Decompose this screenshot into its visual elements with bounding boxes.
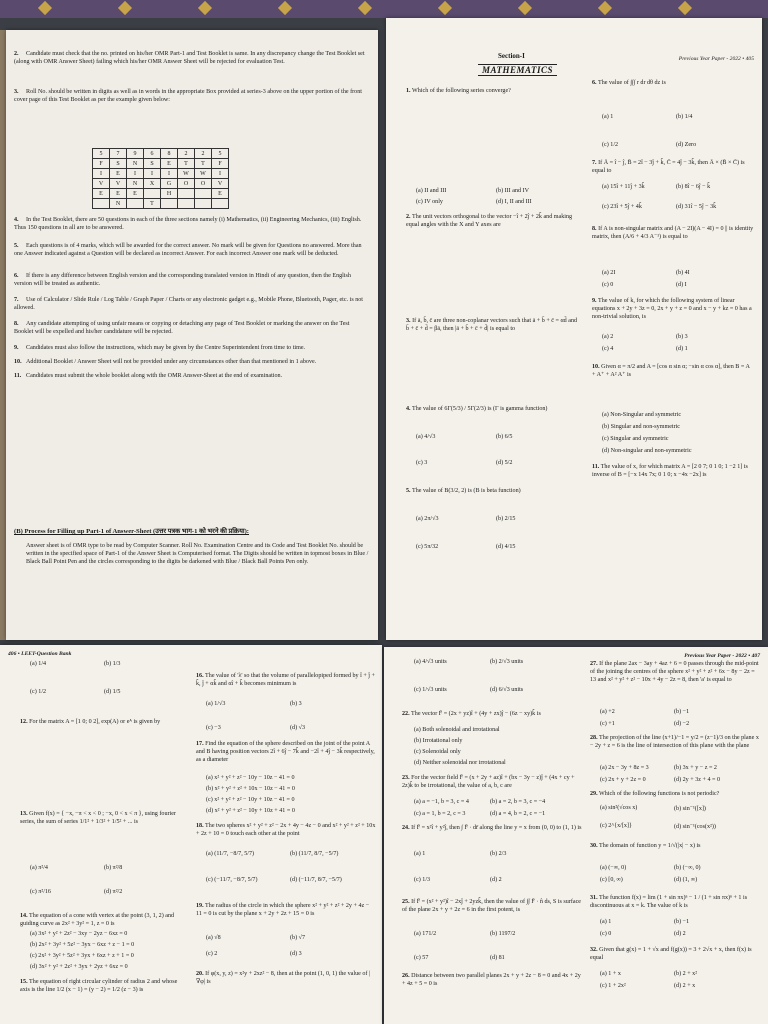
option-d: (d) (−11/7, 8/7, −5/7) [290, 877, 342, 883]
option-a: (a) a = −1, b = 3, c = 4 [414, 799, 469, 805]
option-a: (a) 1 [414, 851, 426, 857]
option-d: (d) (1, ∞) [674, 877, 698, 883]
omr-cell [195, 199, 212, 209]
omr-cell: I [212, 169, 229, 179]
omr-cell: W [195, 169, 212, 179]
option-b: (b) 3 [676, 334, 688, 340]
omr-cell: 5 [93, 149, 110, 159]
question-25: 25. If F̄ = (x² + y²)î − 2xĵ + 2yzk̂, then the value of ∫∫ F̄ · n̂ ds, S is surface of the plane 2x + y + 2z = 6 in the first potent, is [402, 899, 581, 913]
question-27: 27. If the plane 2ax − 3ay + 4az + 6 = 0 passes through the mid-point of the joining the centres of the sphere x² + y² + z² + 6x − 8y − 2z = 13 and x² + y² + z² − 10x + 4y − 2z = 8, then 'a' is equal to [590, 661, 759, 683]
omr-cell: E [161, 159, 178, 169]
option-c: (c) x² + y² + z² − 10y + 10z − 41 = 0 [206, 797, 295, 803]
option-d: (d) x² + y² + z² − 10y + 10z + 41 = 0 [206, 808, 295, 814]
option-a: (a) 2π/√3 [416, 516, 439, 522]
option-d: (d) 1 [676, 346, 688, 352]
omr-cell: 6 [144, 149, 161, 159]
option-a: (a) 1/√3 [206, 701, 226, 707]
option-a: (a) 4/√3 [416, 434, 436, 440]
omr-cell: T [144, 199, 161, 209]
omr-cell [178, 199, 195, 209]
option-d: (d) 31î − 5ĵ − 3k̂ [676, 204, 717, 210]
option-c: (c) 23î + 5ĵ + 4k̂ [602, 204, 642, 210]
option-c: (c) a = 1, b = 2, c = 3 [414, 811, 466, 817]
option-a: (a) 2I [602, 270, 616, 276]
option-b: (b) 2 + x² [674, 971, 698, 977]
omr-cell: I [127, 169, 144, 179]
option-c: (c) [0, ∞) [600, 877, 623, 883]
instruction-item: 5. Each questions is of 4 marks, which will be awarded for the correct answer. No mark will be given for Questions no answered. More than one Answer indicated against a Question will be declared as incorrect Answer. For each incorrect Answer one mark will be deducted. [14, 243, 362, 258]
instruction-item: 11. Candidates must submit the whole booklet along with the OMR Answer-Sheet at the end of examination. [14, 373, 283, 380]
option-d: (d) −2 [674, 721, 690, 727]
omr-cell: X [144, 179, 161, 189]
option-b: (b) √7 [290, 935, 306, 941]
omr-cell [161, 199, 178, 209]
option-a: (a) √8 [206, 935, 221, 941]
question-26: 26. Distance between two parallel planes 2x + y + 2z − 8 = 0 and 4x + 2y + 4z + 5 = 0 is [402, 973, 581, 987]
option-d: (d) 81 [490, 955, 505, 961]
question-18: 18. The two spheres x² + y² + z² − 2x + 4y − 4z − 0 and x² + y² + z² + 10x + 2z + 10 = 0 touch each other at the point [196, 823, 376, 837]
omr-cell: I [161, 169, 178, 179]
option-b: (b) π²/8 [104, 865, 123, 871]
omr-cell: I [93, 169, 110, 179]
option-b: (b) x² + y² + z² + 10x − 10z − 41 = 0 [206, 786, 295, 792]
option-d: (d) Zero [676, 142, 697, 148]
omr-cell: E [212, 189, 229, 199]
option-a: (a) 171/2 [414, 931, 437, 937]
option-c: (c) 1/√3 units [414, 687, 447, 693]
instruction-item: 7. Use of Calculator / Slide Rule / Log Table / Graph Paper / Charts or any electronic gadget e.g., Mobile Phone, Bluetooth, Pager, etc. is not allowed. [14, 297, 364, 312]
question-19: 19. The radius of the circle in which the sphere x² + y² + z² + 2y + 4z − 11 = 0 is cut by the plane x + 2y + 2z + 15 = 0 is [196, 903, 370, 917]
option-b: (b) (−∞, 0) [674, 865, 701, 871]
omr-cell [178, 189, 195, 199]
omr-cell: E [93, 189, 110, 199]
question-22: 22. The vector F̄ = (2x + yz)î + (4y + zx)ĵ − (6z − xy)k̂ is [402, 711, 541, 717]
option-d: (d) 2 + x [674, 983, 696, 989]
instruction-item: 3. Roll No. should be written in digits as well as in words in the appropriate Box provided at series-3 above on the upper portion of the front cover page of this Test Booklet as per the example given below: [14, 89, 362, 104]
option-d: (d) 3 [290, 951, 302, 957]
omr-cell: G [161, 179, 178, 189]
omr-cell: N [110, 199, 127, 209]
option-c: (c) 2x + y + 2z = 0 [600, 777, 646, 783]
omr-cell: O [195, 179, 212, 189]
omr-cell: E [127, 189, 144, 199]
question-1: 1. Which of the following series converge? [406, 88, 511, 94]
omr-cell: N [127, 179, 144, 189]
question-29: 29. Which of the following functions is not periodic? [590, 791, 720, 797]
option-a: (a) II and III [416, 188, 447, 194]
mathematics-page-405 [386, 18, 762, 640]
option-b: (b) −1 [674, 919, 690, 925]
option-c: (c) 1/3 [414, 877, 431, 883]
omr-cell: S [110, 159, 127, 169]
question-17: 17. Find the equation of the sphere described on the joint of the point A and B having position vectors 2î + 6ĵ − 7k̂ and −2î + 4ĵ − 3k̂ respectively, as a diameter [196, 741, 375, 763]
option-c: (c) 0 [602, 282, 614, 288]
section-b-text: Answer sheet is of OMR type to be read by Computer Scanner. Roll No. Examination Centre and its Code and Test Booklet No. should be written in the specified space of Part-1 of the Answer Sheet is Computerised format. The Digits should be written in topmost boxes in Blue / Black Ball Point Pen and the circles corresponding to the digits be darkened with Blue / Black Ball Points Pen only. [26, 543, 369, 566]
option-b: (b) 4I [676, 270, 690, 276]
omr-cell: 2 [195, 149, 212, 159]
option-c: (c) 1 + 2x² [600, 983, 626, 989]
option-d: (d) 5/2 [496, 460, 513, 466]
instruction-item: 4. In the Test Booklet, there are 50 questions in each of the three sections namely (i) Mathematics, (ii) Engineering Mechanics, (iii) English. Thus 150 questions in all are to be answered. [14, 217, 362, 232]
roll-number-example-grid [92, 148, 229, 209]
question-13: 13. Given f(x) = { −x, −π < x < 0 ; −x, 0 < x < π }, using fourier series, the sum of series 1/1² + 1/3² + 1/5² + ... is [20, 811, 176, 825]
option-a: (a) (−∞, 0) [600, 865, 627, 871]
question-5: 5. The value of B(3/2, 2) is (B is beta function) [406, 488, 521, 494]
question-23: 23. For the vector field F̄ = (x + 2y + az)î + (bx − 3y − z)ĵ + (4x + cy + 2z)k̂ to be irrotational, the value of a, b, c are [402, 775, 575, 789]
question-32: 32. Given that g(x) = 1 + √x and f(g(x)) = 3 + 2√x + x, then f(x) is equal [590, 947, 752, 961]
omr-cell: F [93, 159, 110, 169]
omr-cell [195, 189, 212, 199]
omr-row [93, 159, 229, 169]
option-c: (c) 2^{x/[x]} [600, 823, 632, 829]
omr-row [93, 189, 229, 199]
option-c: (c) 2 [206, 951, 218, 957]
question-9: 9. The value of k, for which the following system of linear equations x + 2y + 3z = 0, 2x + y + z = 0 and x − y + kz = 0 has a non-trivial solution, is [592, 298, 752, 320]
omr-cell: I [144, 169, 161, 179]
omr-cell: 2 [178, 149, 195, 159]
option-c: (c) Singular and symmetric [602, 436, 669, 442]
option-a: (a) 2x − 3y + 8z = 3 [600, 765, 649, 771]
question-24: 24. If F̄ = x²î + y²ĵ, then ∫ F̄ · dr̄ along the line y = x from (0, 0) to (1, 1) is [402, 825, 582, 831]
omr-row [93, 169, 229, 179]
omr-row [93, 179, 229, 189]
option-a: (a) 1/4 [30, 661, 47, 667]
instruction-item: 8. Any candidate attempting of using unfair means or copying or detaching any page of Test Booklet or marking the answer on the Test Booklet will be expelled and his/her candidature will be rejected. [14, 321, 350, 336]
option-d: (d) I, II and III [496, 199, 532, 205]
option-b: (b) 3 [290, 701, 302, 707]
omr-cell: 5 [212, 149, 229, 159]
option-c: (c) IV only [416, 199, 443, 205]
option-a: (a) π²/4 [30, 865, 48, 871]
omr-cell: F [212, 159, 229, 169]
option-c: (c) 2x² + 3y² + 5z² + 3yx + 6xz + z + 1 = 0 [30, 953, 134, 959]
omr-cell [127, 199, 144, 209]
option-a: (a) Both solenoidal and irrotational [414, 727, 500, 733]
page-header: Previous Year Paper - 2022 • 407 [684, 653, 760, 659]
omr-cell: O [178, 179, 195, 189]
question-bank-page-406 [0, 645, 382, 1024]
omr-cell: V [93, 179, 110, 189]
instruction-item: 9. Candidates must also follow the instructions, which may be given by the Centre Superintendent from time to time. [14, 345, 306, 352]
subject-banner: MATHEMATICS [478, 64, 557, 76]
instructions-page [6, 30, 378, 640]
option-c: (c) 1/2 [30, 689, 47, 695]
question-30: 30. The domain of function y = 1/√(|x| − x) is [590, 843, 701, 849]
option-b: (b) 1/3 [104, 661, 121, 667]
question-31: 31. The function f(x) = lim (1 + sin πx)ⁿ − 1 / (1 + sin πx)ⁿ + 1 is discontinuous at x = k. The value of k is [590, 895, 748, 909]
option-b: (b) sin⁻¹([x]) [674, 806, 706, 812]
option-a: (a) 15î + 11ĵ + 3k̂ [602, 184, 645, 190]
omr-cell: 8 [161, 149, 178, 159]
omr-row [93, 149, 229, 159]
option-c: (c) 57 [414, 955, 429, 961]
question-20: 20. If φ(x, y, z) = x²y + 2xz² − 8, then at the point (1, 0, 1) the value of |∇φ| is [196, 971, 371, 985]
question-6: 6. The value of ∫∫∫ r dr dθ dz is [592, 80, 666, 86]
question-12: 12. For the matrix A = [1 0; 0 2], exp(A) or eᴬ is given by [20, 719, 161, 725]
section-title: Section-I [498, 52, 525, 60]
question-2: 2. The unit vectors orthogonal to the vector −î + 2ĵ + 2k̂ and making equal angles with the X and Y axes are [406, 214, 573, 228]
option-b: (b) 2x² + 3y² + 5z² − 3yx − 6xz + z − 1 = 0 [30, 942, 135, 948]
page-header: 406 • LEET-Question Bank [8, 651, 72, 657]
question-bank-page-407 [384, 647, 768, 1024]
omr-cell [212, 199, 229, 209]
omr-cell: E [110, 169, 127, 179]
option-b: (b) Singular and non-symmetric [602, 424, 681, 430]
instruction-item: 2. Candidate must check that the no. printed on his/her OMR Part-1 and Test Booklet is same. In any discrepancy change the Test Booklet set (along with OMR Answer Sheet) failing which his/her OMR Answer Sheet will be rejected for evaluation Test. [14, 51, 365, 66]
option-b: (b) 1/4 [676, 114, 693, 120]
question-10: 10. Given α = π/2 and A = [cos α sin α; −sin α cos α], then B = A + A⁺ + A² A⁺ is [592, 364, 750, 378]
option-d: (d) I [676, 282, 687, 288]
option-c: (c) 0 [600, 931, 612, 937]
option-a: (a) sin²(√cos x) [600, 805, 638, 811]
option-a: (a) 4/√3 units [414, 659, 447, 665]
instruction-item: 6. If there is any difference between English version and the corresponding translated version in Hindi of any question, then the English version will be treated as authentic. [14, 273, 351, 288]
option-a: (a) 3x² + y² + 2z² − 3xy − 2yz − 6xz = 0 [30, 931, 128, 937]
option-b: (b) 2/√3 units [490, 659, 524, 665]
option-b: (b) −1 [674, 709, 690, 715]
option-b: (b) 8î − 6ĵ − k̂ [676, 184, 711, 190]
option-b: (b) 6/5 [496, 434, 513, 440]
option-d: (d) a = 4, b = 2, c = −1 [490, 811, 546, 817]
omr-cell: V [212, 179, 229, 189]
omr-cell: H [161, 189, 178, 199]
option-d: (d) 2y + 3z + 4 = 0 [674, 777, 721, 783]
option-d: (d) √3 [290, 725, 306, 731]
question-11: 11. The value of x, for which matrix A = [2 0 7; 0 1 0; 1 −2 1] is inverse of B = [−x 14x 7x; 0 1 0; x −4x −2x] is [592, 464, 748, 478]
omr-row [93, 199, 229, 209]
option-b: (b) 1197/2 [490, 931, 516, 937]
option-c: (c) (−11/7, −8/7, 5/7) [206, 877, 258, 883]
option-b: (b) Irrotational only [414, 738, 463, 744]
omr-cell: W [178, 169, 195, 179]
option-c: (c) 5π/32 [416, 544, 439, 550]
question-14: 14. The equation of a cone with vertex at the point (3, 1, 2) and guiding curve as 2x² + 3y² = 1, z = 0 is [20, 913, 175, 927]
instructions-list-cont [14, 216, 370, 383]
option-a: (a) Non-Singular and symmetric [602, 412, 682, 418]
option-c: (c) −3 [206, 725, 221, 731]
instructions-list [14, 50, 370, 107]
option-d: (d) 1/5 [104, 689, 121, 695]
option-b: (b) 2/3 [490, 851, 507, 857]
option-a: (a) (11/7, −8/7, 5/7) [206, 851, 255, 857]
option-d: (d) π²/2 [104, 889, 123, 895]
option-a: (a) +2 [600, 709, 615, 715]
option-d: (d) 4/15 [496, 544, 516, 550]
option-a: (a) x² + y² + z² − 10y − 10z − 41 = 0 [206, 775, 295, 781]
option-d: (d) 3x² + y² + 2z² + 3yx + 2yz + 6xz = 0 [30, 964, 128, 970]
omr-cell: S [144, 159, 161, 169]
option-d: (d) sin⁻¹(cos(x²)) [674, 824, 716, 830]
omr-cell: 7 [110, 149, 127, 159]
option-d: (d) 6/√3 units [490, 687, 524, 693]
option-b: (b) 2/15 [496, 516, 516, 522]
option-b: (b) III and IV [496, 188, 529, 194]
option-d: (d) 2 [490, 877, 502, 883]
question-16: 16. The value of 'λ' so that the volume of parallelopiped formed by î + ĵ + k̂, ĵ + αk̂ and αî + k̂ becomes minimum is [196, 673, 375, 687]
option-a: (a) 1 + x [600, 971, 621, 977]
omr-cell: T [178, 159, 195, 169]
option-c: (c) +1 [600, 721, 615, 727]
option-c: (c) π²/16 [30, 889, 51, 895]
option-d: (d) Non-singular and non-symmetric [602, 448, 692, 454]
option-b: (b) 3x + y − z = 2 [674, 765, 717, 771]
omr-cell: V [110, 179, 127, 189]
section-b-heading: (B) Process for Filling up Part-1 of Answer-Sheet (उत्तर पत्रक भाग-1 को भरने की प्रक्रिया): [14, 528, 249, 535]
question-4: 4. The value of 6Γ(5/3) / 5Γ(2/3) is (Γ is gamma function) [406, 406, 548, 412]
question-7: 7. If Ā = î − ĵ, B̄ = 2î − 3ĵ + k̂, C̄ = 4ĵ − 3k̂, then Ā × (B̄ × C̄) is equal to [592, 160, 745, 174]
omr-cell: N [127, 159, 144, 169]
option-a: (a) 2 [602, 334, 614, 340]
table-cloth-band [0, 0, 768, 18]
option-a: (a) 1 [602, 114, 614, 120]
question-15: 15. The equation of right circular cylinder of radius 2 and whose axis is the line 1/2 (x − 1) = (y − 2) = 1/2 (z − 3) is [20, 979, 178, 993]
omr-cell: E [110, 189, 127, 199]
question-8: 8. If A is non-singular matrix and (A − 2I)(A − 4I) = 0 || is identity matrix, then (A/6 + 4/3 A⁻¹) is equal to [592, 226, 754, 240]
option-c: (c) 3 [416, 460, 428, 466]
option-a: (a) 1 [600, 919, 612, 925]
question-3: 3. If ā, b̄, c̄ are three non-coplanar vectors such that ā + b̄ + c̄ = αd̄ and b̄ + c̄ + d̄ = βā, then |ā + b̄ + c̄ + d̄| is equal to [406, 318, 578, 332]
option-c: (c) Solenoidal only [414, 749, 461, 755]
omr-cell: 9 [127, 149, 144, 159]
option-d: (d) Neither solenoidal nor irrotational [414, 760, 506, 766]
page-header: Previous Year Paper - 2022 • 405 [678, 56, 754, 62]
option-b: (b) a = 2, b = 3, c = −4 [490, 799, 546, 805]
omr-cell [93, 199, 110, 209]
instruction-item: 10. Additional Booklet / Answer Sheet will not be provided under any circumstances other than that mentioned in 1 above. [14, 359, 317, 366]
question-28: 28. The projection of the line (x+1)/−1 = y/2 = (z−1)/3 on the plane x − 2y + z = 6 is the line of intersection of this plane with the plane [590, 735, 759, 749]
omr-cell: T [195, 159, 212, 169]
option-c: (c) 1/2 [602, 142, 619, 148]
option-b: (b) (11/7, 8/7, −5/7) [290, 851, 339, 857]
omr-cell [144, 189, 161, 199]
option-c: (c) 4 [602, 346, 614, 352]
option-d: (d) 2 [674, 931, 686, 937]
